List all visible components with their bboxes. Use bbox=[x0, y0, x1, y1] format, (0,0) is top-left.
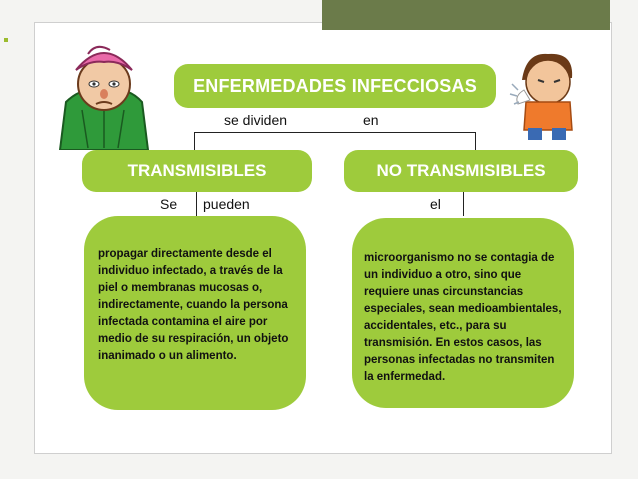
no-transmisibles-description: microorganismo no se contagia de un individuo a otro, sino que requiere unas circunstancias especiales, sean medioambientales, accidentales, etc., para su transmisión. En estos casos, las personas infectadas no transmiten la enfermedad. bbox=[364, 252, 562, 383]
main-title: ENFERMEDADES INFECCIOSAS bbox=[193, 75, 477, 96]
connector-se: Se bbox=[160, 196, 178, 212]
branch-line bbox=[194, 132, 476, 133]
no-transmisibles-description-box bbox=[352, 218, 574, 408]
branch-line-left bbox=[194, 132, 195, 150]
transmisibles-description: propagar directamente desde el individuo infectado, a través de la piel o membranas mucosas o, indirectamente, cuando la persona infectada contamina el aire por medio de su respiración, un objeto inanimado o un alimento. bbox=[98, 248, 289, 362]
no-transmisibles-label: NO TRANSMISIBLES bbox=[376, 161, 546, 180]
connector-se-dividen: se dividen bbox=[224, 112, 288, 128]
sick-person-blanket-icon bbox=[52, 40, 154, 150]
connector-divider bbox=[196, 192, 197, 216]
header-accent-bar bbox=[322, 0, 610, 30]
transmisibles-box bbox=[82, 150, 312, 192]
transmisibles-label: TRANSMISIBLES bbox=[127, 161, 267, 180]
transmisibles-description-box bbox=[84, 216, 306, 410]
connector-el: el bbox=[430, 196, 441, 212]
no-transmisibles-box bbox=[344, 150, 578, 192]
sneezing-child-icon bbox=[508, 44, 588, 144]
branch-line-right bbox=[475, 132, 476, 150]
bullet-marker bbox=[4, 38, 8, 42]
connector-divider-right bbox=[463, 192, 464, 216]
connector-en: en bbox=[363, 112, 379, 128]
connector-pueden: pueden bbox=[203, 196, 250, 212]
main-title-box bbox=[174, 64, 496, 108]
